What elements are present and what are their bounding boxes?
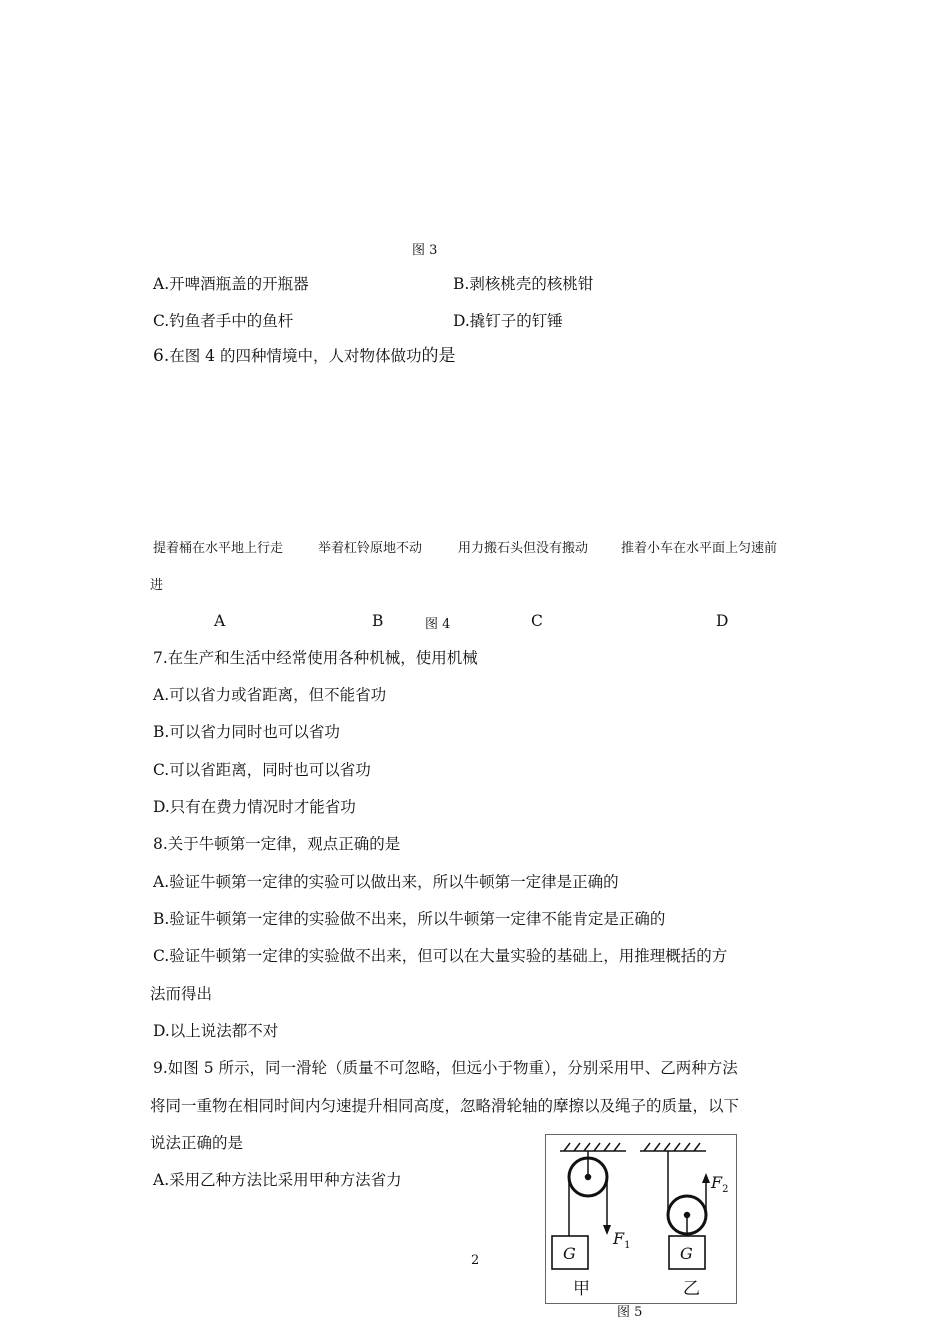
figure-3-caption: 图 3 xyxy=(412,243,438,258)
q9-stem-line-3: 说法正确的是 xyxy=(150,1134,244,1152)
figure-5-caption: 图 5 xyxy=(617,1305,643,1320)
fig4-caption-wrap: 进 xyxy=(150,578,164,593)
force-arrow-down-icon xyxy=(603,1225,611,1235)
q8-option-a: A.验证牛顿第一定律的实验可以做出来，所以牛顿第一定律是正确的 xyxy=(153,873,619,891)
fig4-caption-d: 推着小车在水平面上匀速前 xyxy=(621,541,778,556)
label-yi: 乙 xyxy=(683,1279,700,1299)
q7-stem: 7.在生产和生活中经常使用各种机械，使用机械 xyxy=(153,649,478,667)
q6-stem-suffix: 的是 xyxy=(421,346,456,366)
q7-option-d: D.只有在费力情况时才能省功 xyxy=(153,798,356,816)
pulley-diagram-svg xyxy=(546,1135,736,1303)
q6-stem xyxy=(153,346,455,366)
q7-option-b: B.可以省力同时也可以省功 xyxy=(153,723,340,741)
fig4-letter-b: B xyxy=(372,612,384,630)
fig4-letter-c: C xyxy=(531,612,543,630)
label-jia: 甲 xyxy=(573,1279,590,1299)
q5-option-a: A.开啤酒瓶盖的开瓶器 xyxy=(153,275,309,293)
q7-option-c: C.可以省距离，同时也可以省功 xyxy=(153,761,371,779)
q6-stem-text: 在图 4 的四种情境中，人对物体做功 xyxy=(169,347,422,365)
q5-option-d: D.撬钉子的钉锤 xyxy=(453,312,563,330)
fig4-caption-b: 举着杠铃原地不动 xyxy=(318,541,423,556)
right-weight-label: G xyxy=(680,1244,693,1263)
q8-option-d: D.以上说法都不对 xyxy=(153,1022,279,1040)
q9-stem-line-2: 将同一重物在相同时间内匀速提升相同高度，忽略滑轮轴的摩擦以及绳子的质量，以下 xyxy=(150,1097,740,1115)
fig4-letter-a: A xyxy=(214,612,226,630)
right-ceiling-hatch xyxy=(644,1143,700,1151)
q8-option-c: C.验证牛顿第一定律的实验做不出来，但可以在大量实验的基础上，用推理概括的方 xyxy=(153,947,728,965)
q8-option-b: B.验证牛顿第一定律的实验做不出来，所以牛顿第一定律不能肯定是正确的 xyxy=(153,910,666,928)
q9-stem-line-1: 9.如图 5 所示，同一滑轮（质量不可忽略，但远小于物重），分别采用甲、乙两种方法 xyxy=(153,1059,738,1077)
left-ceiling-hatch xyxy=(564,1143,620,1151)
force-f1-label: $F_1$ xyxy=(613,1229,631,1252)
q8-stem: 8.关于牛顿第一定律，观点正确的是 xyxy=(153,835,401,853)
fig4-caption-a: 提着桶在水平地上行走 xyxy=(153,541,284,556)
q6-number: 6. xyxy=(153,346,170,366)
q7-option-a: A.可以省力或省距离，但不能省功 xyxy=(153,686,387,704)
fig4-caption-c: 用力搬石头但没有搬动 xyxy=(458,541,589,556)
force-arrow-up-icon xyxy=(702,1173,710,1183)
fig4-letter-d: D xyxy=(716,612,729,630)
left-weight-label: G xyxy=(563,1244,576,1263)
figure-4-caption: 图 4 xyxy=(425,617,451,632)
q5-option-b: B.剥核桃壳的核桃钳 xyxy=(453,275,594,293)
q8-option-c-wrap: 法而得出 xyxy=(150,985,213,1003)
q5-option-c: C.钓鱼者手中的鱼杆 xyxy=(153,312,294,330)
page-number: 2 xyxy=(471,1253,480,1268)
figure-5-pulley-diagram xyxy=(545,1134,737,1304)
fixed-pulley-axle xyxy=(586,1175,591,1180)
q9-option-a: A.采用乙种方法比采用甲种方法省力 xyxy=(153,1171,402,1189)
force-f2-label: $F_2$ xyxy=(711,1173,729,1196)
